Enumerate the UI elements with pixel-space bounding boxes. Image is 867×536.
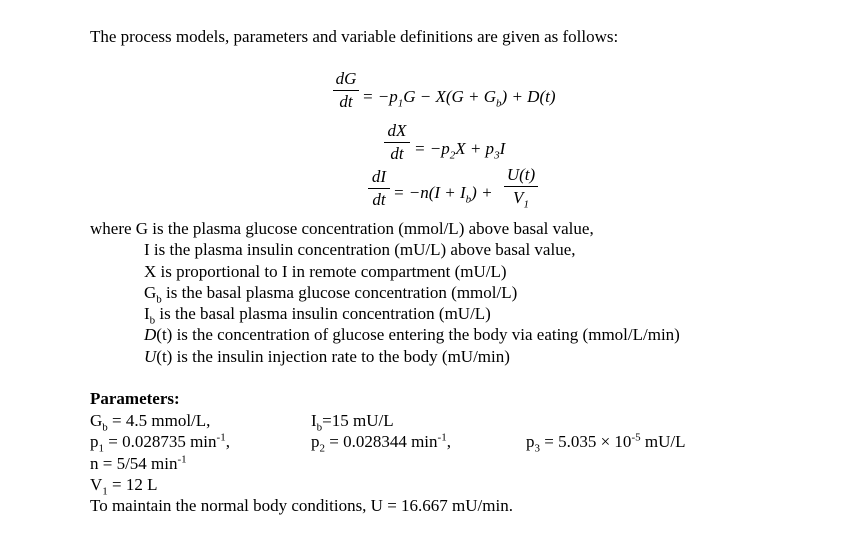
param-v1-value: = 12 L [107, 475, 158, 494]
param-gb-symbol: G [90, 411, 103, 430]
clipped-text-fragment [420, 0, 510, 3]
definition-gb [144, 283, 518, 306]
eq2-numerator: dX [387, 121, 407, 140]
param-p2-value: = 0.028344 min [325, 432, 438, 451]
param-p2-sub: 2 [319, 442, 325, 455]
param-p2-tail: , [446, 432, 451, 451]
eq2-denominator: dt [390, 144, 404, 163]
gb-definition-text: is the basal plasma glucose concentration (mmol/L) [166, 283, 518, 302]
param-p3 [526, 431, 686, 455]
eq2-rhs [414, 139, 506, 162]
d-argument: (t) [156, 325, 173, 344]
param-p2-symbol: p [311, 432, 320, 451]
eq3-frac-den-symbol: V [513, 188, 524, 207]
eq3-frac-den-sub: 1 [523, 198, 529, 211]
param-v1 [90, 475, 158, 498]
param-p3-value: = 5.035 × 10 [540, 432, 632, 451]
eq1-rhs [362, 87, 556, 110]
param-p3-tail: mU/L [640, 432, 686, 451]
param-v1-sub: 1 [102, 485, 108, 498]
definition-x: X is proportional to I in remote compartment (mU/L) [144, 262, 507, 281]
eq1-rhs-part-c: ) + D(t) [501, 87, 556, 106]
eq3-rhs-part-a: = −n(I + I [393, 183, 466, 202]
param-ib-sub: b [316, 421, 323, 434]
param-p1-symbol: p [90, 432, 99, 451]
gb-symbol: G [144, 283, 157, 302]
u-definition-text: is the insulin injection rate to the body (mU/min) [176, 347, 510, 366]
param-p3-sup: -5 [631, 431, 641, 444]
u-symbol: U [144, 347, 157, 366]
param-p2-sup: -1 [437, 431, 447, 444]
ib-subscript: b [149, 314, 156, 327]
eq1-rhs-part-b: G − X(G + G [403, 87, 497, 106]
eq2-rhs-sub-b: 3 [494, 149, 500, 162]
definition-d [144, 325, 680, 345]
eq3-input-fraction [504, 165, 538, 211]
definition-ib [144, 304, 491, 327]
definition-where-g: where G is the plasma glucose concentration (mmol/L) above basal value, [90, 219, 594, 238]
param-p2 [311, 431, 451, 455]
normal-conditions-text: To maintain the normal body conditions, U = 16.667 mU/min. [90, 496, 513, 515]
definition-u [144, 347, 510, 367]
eq2-rhs-part-b: X + p [455, 139, 495, 158]
eq1-denominator: dt [339, 92, 353, 111]
param-ib [311, 411, 394, 434]
eq1-rhs-sub-b: b [496, 97, 502, 110]
ib-symbol: I [144, 304, 150, 323]
u-argument: (t) [156, 347, 173, 366]
param-v1-symbol: V [90, 475, 103, 494]
d-definition-text: is the concentration of glucose entering the body via eating (mmol/L/min) [176, 325, 680, 344]
intro-text: The process models, parameters and variable definitions are given as follows: [90, 27, 619, 46]
eq3-frac-denominator [513, 188, 529, 211]
eq1-rhs-sub-a: 1 [397, 97, 404, 110]
param-p1-tail: , [225, 432, 230, 451]
param-ib-value: =15 mU/L [322, 411, 394, 430]
eq1-derivative [333, 70, 359, 111]
eq2-derivative [384, 122, 410, 163]
param-gb-sub: b [102, 421, 108, 434]
eq3-rhs-sub-a: b [465, 193, 472, 206]
param-ib-symbol: I [311, 411, 317, 430]
param-n-sup: -1 [177, 453, 187, 466]
definition-i: I is the plasma insulin concentration (mU/L) above basal value, [144, 240, 576, 259]
param-p1-sup: -1 [216, 431, 226, 444]
eq3-rhs-part-b: ) + [471, 183, 493, 202]
eq2-rhs-part-c: I [499, 139, 506, 158]
eq1-rhs-part-a: = −p [362, 87, 398, 106]
param-gb [90, 411, 211, 434]
param-gb-value: = 4.5 mmol/L, [107, 411, 211, 430]
param-p3-sub: 3 [534, 442, 540, 455]
d-symbol: D [144, 325, 157, 344]
gb-subscript: b [156, 293, 162, 306]
param-p1 [90, 431, 230, 455]
eq3-derivative [368, 168, 390, 209]
eq2-rhs-sub-a: 2 [449, 149, 456, 162]
param-n [90, 454, 187, 474]
param-p1-sub: 1 [98, 442, 104, 455]
eq3-frac-numerator: U(t) [506, 165, 536, 184]
parameters-heading: Parameters: [90, 389, 180, 408]
param-p3-symbol: p [526, 432, 535, 451]
eq3-denominator: dt [372, 190, 386, 209]
param-p1-value: = 0.028735 min [104, 432, 217, 451]
eq2-rhs-part-a: = −p [414, 139, 450, 158]
eq3-numerator: dI [371, 167, 387, 186]
eq3-rhs [393, 183, 493, 206]
param-n-value: n = 5/54 min [90, 454, 178, 473]
ib-definition-text: is the basal plasma insulin concentration (mU/L) [159, 304, 491, 323]
eq1-numerator: dG [335, 69, 357, 88]
